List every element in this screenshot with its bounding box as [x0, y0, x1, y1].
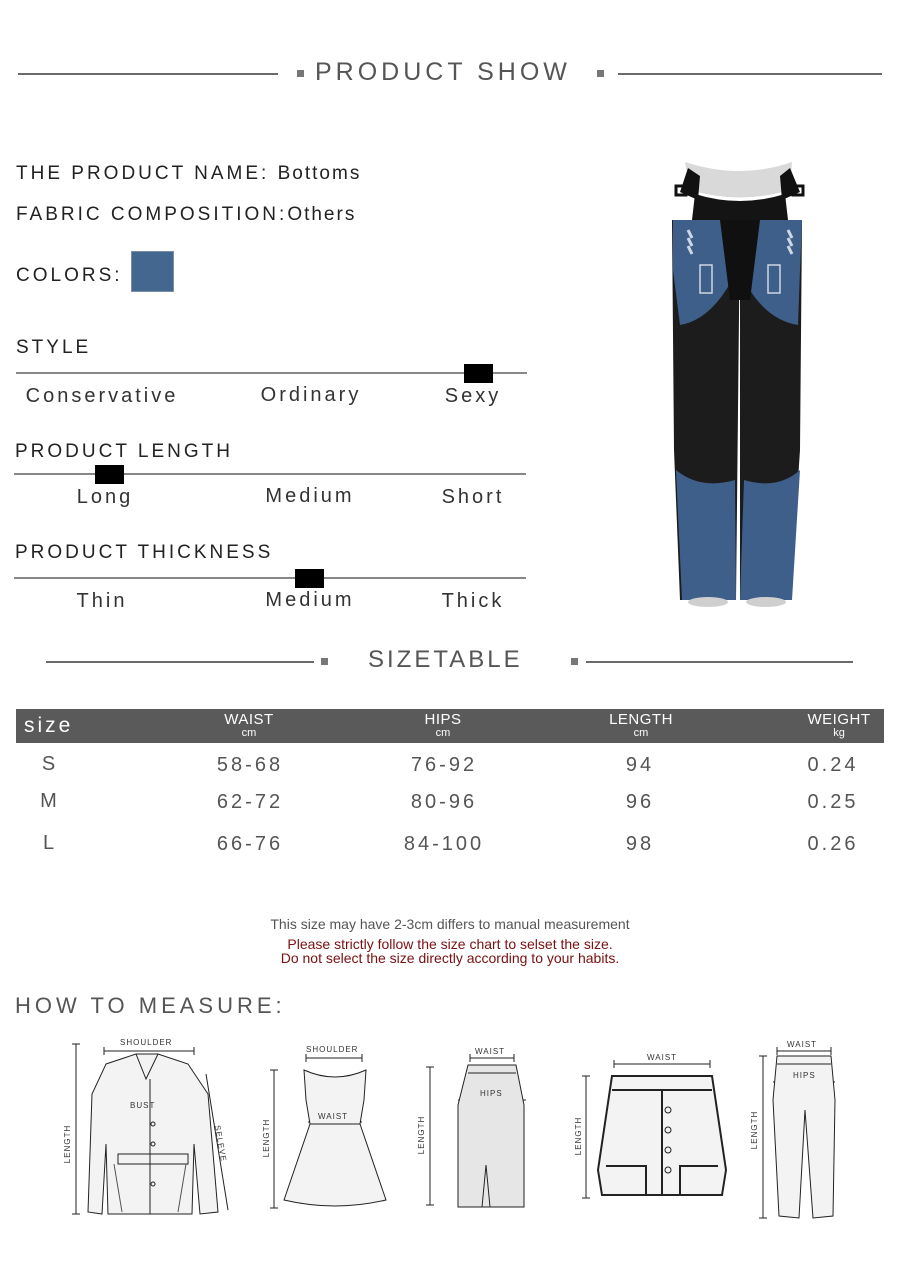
product-name-value: Bottoms: [277, 163, 362, 184]
length-cell: 98: [625, 833, 655, 855]
measurement-note: This size may have 2-3cm differs to manual measurement: [270, 916, 630, 932]
header-rule-right: [618, 73, 882, 75]
sizetable-rule-left: [46, 661, 314, 663]
pants-hips-label: HIPS: [793, 1071, 816, 1080]
style-marker: [464, 364, 493, 383]
dress-shoulder-label: SHOULDER: [306, 1045, 359, 1054]
thickness-scale-line: [14, 577, 526, 579]
style-option-sexy: Sexy: [444, 385, 502, 407]
product-image: [640, 150, 840, 610]
warning-note-1: Please strictly follow the size chart to selset the size.: [287, 936, 613, 952]
size-column-header: size: [24, 714, 74, 737]
style-title: STYLE: [16, 337, 92, 358]
jacket-bust-label: BUST: [130, 1101, 156, 1110]
dress-measure-diagram: [260, 1040, 395, 1215]
size-cell: L: [42, 832, 58, 854]
size-table-header: [16, 709, 884, 743]
waist-cell: 62-72: [216, 791, 284, 813]
fabric-label: FABRIC COMPOSITION:: [16, 204, 288, 225]
weight-cell: 0.26: [807, 833, 859, 855]
page-title: PRODUCT SHOW: [315, 58, 571, 86]
thickness-option-thick: Thick: [441, 590, 505, 612]
dress-waist-label: WAIST: [318, 1112, 349, 1121]
length-title: PRODUCT LENGTH: [15, 441, 233, 462]
waist-cell: 58-68: [216, 754, 284, 776]
length-option-medium: Medium: [265, 485, 355, 507]
sizetable-title: SIZETABLE: [368, 646, 523, 673]
jacket-shoulder-label: SHOULDER: [120, 1038, 173, 1047]
product-name-label: THE PRODUCT NAME:: [16, 163, 270, 184]
jacket-length-label: LENGTH: [63, 1124, 72, 1164]
length-scale-line: [14, 473, 526, 475]
waist-header-unit: cm: [241, 727, 257, 739]
weight-header-unit: kg: [833, 727, 845, 739]
jacket-sleeve-label: SELEVE: [212, 1124, 229, 1163]
thickness-title: PRODUCT THICKNESS: [15, 542, 274, 563]
thickness-option-thin: Thin: [76, 590, 128, 612]
length-header-label: LENGTH: [609, 711, 673, 728]
waist-cell: 66-76: [216, 833, 284, 855]
weight-cell: 0.24: [807, 754, 859, 776]
header-rule-left: [18, 73, 278, 75]
shorts-measure-diagram: [572, 1050, 732, 1205]
skirt-waist-label: WAIST: [475, 1047, 506, 1056]
hips-cell: 76-92: [410, 754, 478, 776]
product-name-row: [16, 163, 361, 185]
sizetable-dot-right: [571, 658, 578, 665]
sizetable-rule-right: [586, 661, 853, 663]
length-cell: 96: [625, 791, 655, 813]
style-scale-line: [16, 372, 527, 374]
length-marker: [95, 465, 124, 484]
colors-label: COLORS:: [16, 265, 123, 286]
size-cell: S: [41, 753, 59, 775]
size-cell: M: [40, 790, 60, 812]
header-dot-left: [297, 70, 304, 77]
length-cell: 94: [625, 754, 655, 776]
shorts-waist-label: WAIST: [647, 1053, 678, 1062]
waist-header-label: WAIST: [224, 711, 274, 728]
length-option-long: Long: [76, 486, 134, 508]
hips-cell: 80-96: [410, 791, 478, 813]
waist-column-header: [209, 712, 289, 739]
sizetable-dot-left: [321, 658, 328, 665]
dress-length-label: LENGTH: [262, 1118, 271, 1158]
thickness-marker: [295, 569, 324, 588]
skirt-measure-diagram: [412, 1045, 537, 1215]
length-column-header: [596, 712, 686, 739]
style-option-conservative: Conservative: [25, 385, 179, 407]
weight-column-header: [794, 712, 884, 739]
header-dot-right: [597, 70, 604, 77]
hips-cell: 84-100: [403, 833, 485, 855]
weight-header-label: WEIGHT: [807, 711, 871, 728]
style-option-ordinary: Ordinary: [260, 384, 362, 406]
length-header-unit: cm: [633, 727, 649, 739]
shorts-length-label: LENGTH: [574, 1116, 583, 1156]
hips-header-unit: cm: [435, 727, 451, 739]
skirt-hips-label: HIPS: [480, 1089, 503, 1098]
hips-header-label: HIPS: [424, 711, 462, 728]
skirt-length-label: LENGTH: [417, 1115, 426, 1155]
pants-length-label: LENGTH: [750, 1110, 759, 1150]
hips-column-header: [403, 712, 483, 739]
pants-waist-label: WAIST: [787, 1040, 818, 1049]
warning-note-2: Do not select the size directly according to your habits.: [280, 950, 620, 966]
weight-cell: 0.25: [807, 791, 859, 813]
thickness-option-medium: Medium: [265, 589, 355, 611]
fabric-value: Others: [287, 204, 357, 225]
how-to-measure-title: HOW TO MEASURE:: [15, 993, 286, 1018]
color-swatch[interactable]: [131, 251, 174, 292]
jacket-measure-diagram: [58, 1034, 248, 1224]
fabric-row: [16, 204, 356, 226]
length-option-short: Short: [441, 486, 505, 508]
pants-measure-diagram: [745, 1040, 855, 1225]
